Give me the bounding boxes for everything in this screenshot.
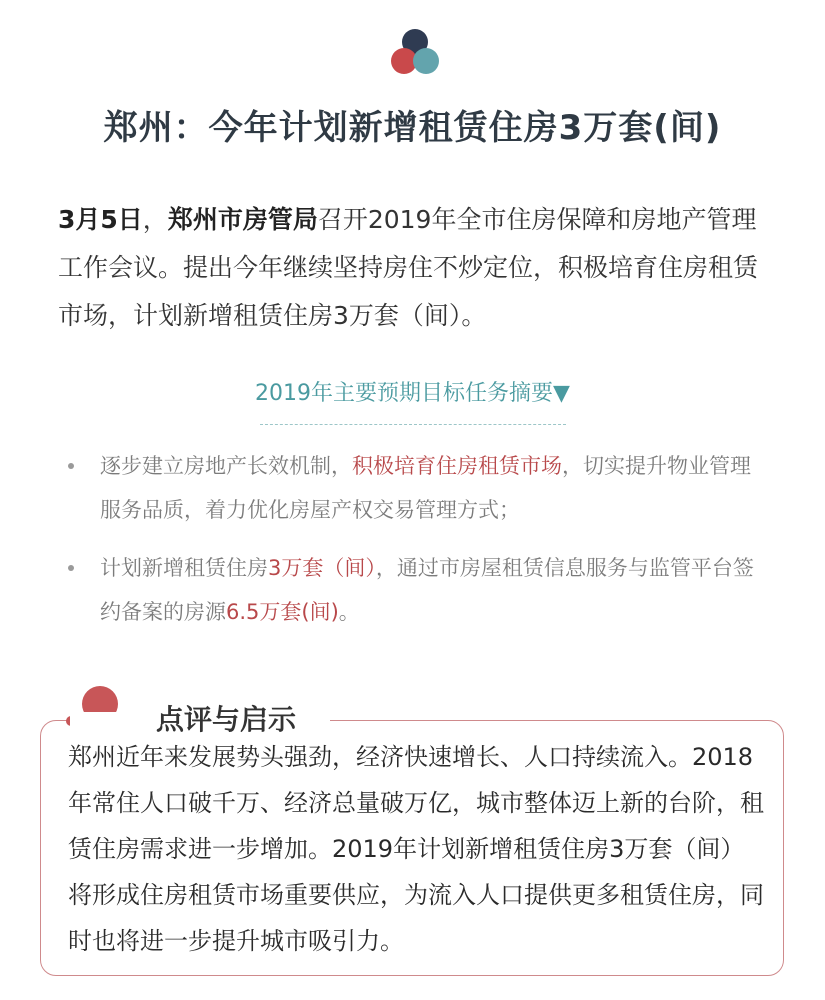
intro-organization: 郑州市房管局: [167, 205, 318, 234]
logo-circles-icon: [390, 28, 440, 76]
intro-paragraph: [58, 196, 778, 340]
list-item: [66, 444, 766, 532]
item-highlight-2: 6.5万套(间): [226, 600, 339, 624]
item-highlight: 3万套（间）: [268, 556, 376, 580]
bullet-dot-icon: [68, 565, 74, 571]
summary-list: [66, 444, 766, 648]
list-item: [66, 546, 766, 634]
summary-divider: [260, 424, 566, 425]
summary-title: 2019年主要预期目标任务摘要▼: [255, 381, 570, 406]
item-text-after: ，切实提升物业管理服务品质，着力优化房屋产权交易管理方式；: [100, 454, 751, 522]
item-text-after: 。: [338, 600, 360, 624]
intro-separator: ，: [142, 205, 168, 234]
logo-circle-teal: [413, 48, 439, 74]
item-text-middle: ，通过市房屋租赁信息服务与监管平台签约备案的房源: [100, 556, 754, 624]
review-title: 点评与启示: [150, 698, 302, 738]
intro-date: 3月5日: [58, 205, 143, 234]
item-text-before: 逐步建立房地产长效机制，: [100, 454, 352, 478]
item-text-before: 计划新增租赁住房: [100, 556, 268, 580]
bullet-dot-icon: [68, 463, 74, 469]
review-text: 郑州近年来发展势头强劲，经济快速增长、人口持续流入。2018年常住人口破千万、经济总量破万亿，城市整体迈上新的台阶，租赁住房需求进一步增加。2019年计划新增租赁住房3万套（间）将形成住房租赁市场重要供应，为流入人口提供更多租赁住房，同时也将进一步提升城市吸引力。: [68, 743, 764, 955]
page-title: 郑州：今年计划新增租赁住房3万套(间): [103, 108, 722, 148]
item-highlight: 积极培育住房租赁市场: [352, 454, 562, 478]
intro-text: 召开2019年全市住房保障和房地产管理工作会议。提出今年继续坚持房住不炒定位，积极培育住房租赁市场，计划新增租赁住房3万套（间）。: [58, 205, 759, 330]
